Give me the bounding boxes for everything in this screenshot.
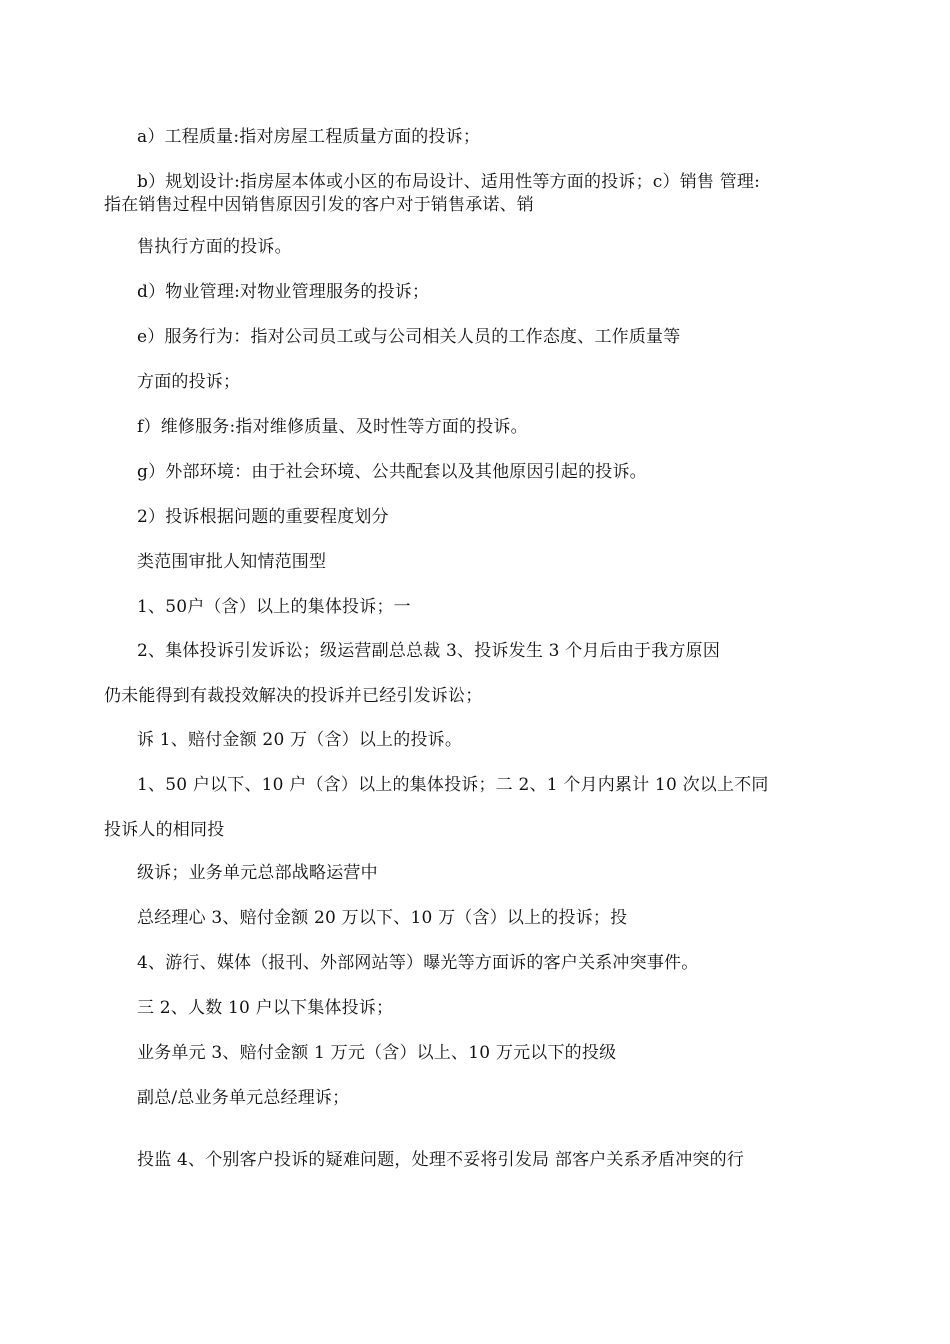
paragraph-line: e）服务行为：指对公司员工或与公司相关人员的工作态度、工作质量等 <box>137 327 681 347</box>
paragraph-line: g）外部环境：由于社会环境、公共配套以及其他原因引起的投诉。 <box>137 462 647 482</box>
paragraph-line: 2、集体投诉引发诉讼；级运营副总总裁 3、投诉发生 3 个月后由于我方原因 <box>137 641 721 661</box>
paragraph-line: 1、50 户以下、10 户（含）以上的集体投诉；二 2、1 个月内累计 10 次以上不同 <box>137 775 769 795</box>
paragraph-line: 三 2、人数 10 户以下集体投诉； <box>137 998 394 1018</box>
paragraph-line: 方面的投诉； <box>137 372 241 392</box>
paragraph-line: 投诉人的相同投 <box>104 820 225 840</box>
paragraph-line: 1、50户（含）以上的集体投诉；一 <box>137 597 411 617</box>
paragraph-line: 4、游行、媒体（报刊、外部网站等）曝光等方面诉的客户关系冲突事件。 <box>137 953 699 973</box>
paragraph-line: 诉 1、赔付金额 20 万（含）以上的投诉。 <box>137 730 463 750</box>
paragraph-line: 业务单元 3、赔付金额 1 万元（含）以上、10 万元以下的投级 <box>137 1043 617 1063</box>
paragraph-line: 仍未能得到有裁投效解决的投诉并已经引发诉讼； <box>104 686 483 706</box>
paragraph-line: 指在销售过程中因销售原因引发的客户对于销售承诺、销 <box>104 195 534 215</box>
paragraph-line: 总经理心 3、赔付金额 20 万以下、10 万（含）以上的投诉；投 <box>137 908 628 928</box>
paragraph-line: b）规划设计:指房屋本体或小区的布局设计、适用性等方面的投诉；c）销售 管理: <box>137 172 761 192</box>
paragraph-line: d）物业管理:对物业管理服务的投诉； <box>137 282 430 302</box>
paragraph-line: 投监 4、个别客户投诉的疑难问题，处理不妥将引发局 部客户关系矛盾冲突的行 <box>137 1150 745 1170</box>
paragraph-line: a）工程质量:指对房屋工程质量方面的投诉； <box>137 127 481 147</box>
paragraph-line: f）维修服务:指对维修质量、及时性等方面的投诉。 <box>137 417 528 437</box>
paragraph-line: 2）投诉根据问题的重要程度划分 <box>137 507 389 527</box>
paragraph-line: 副总/总业务单元总经理诉； <box>137 1088 350 1108</box>
paragraph-line: 类范围审批人知情范围型 <box>137 552 327 572</box>
paragraph-line: 售执行方面的投诉。 <box>137 237 292 257</box>
paragraph-line: 级诉；业务单元总部战略运营中 <box>137 863 378 883</box>
